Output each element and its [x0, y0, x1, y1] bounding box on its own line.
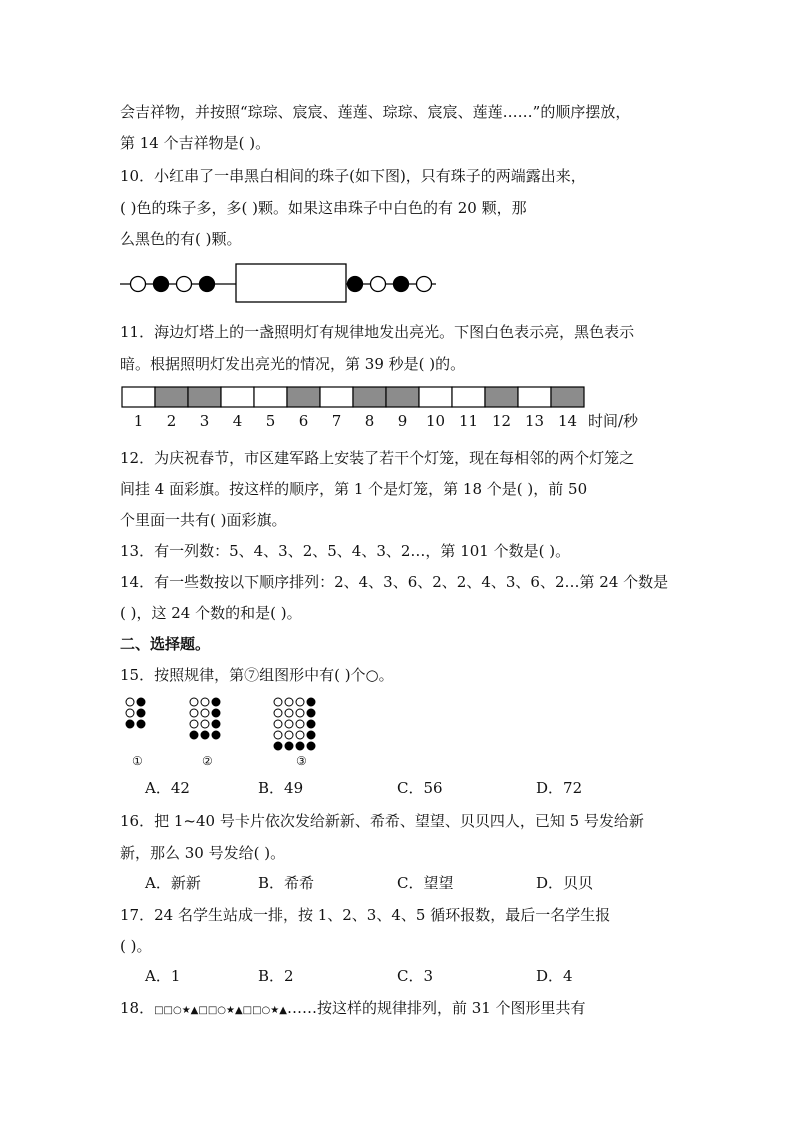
- group1-dot-r2c1: [126, 709, 134, 717]
- q17-option-b[interactable]: B．2: [258, 967, 294, 985]
- time-label-3: 3: [199, 412, 210, 430]
- q16-option-b[interactable]: B．希希: [258, 874, 315, 892]
- group2-dot-r4c3: [212, 731, 220, 739]
- q17-option-a[interactable]: A．1: [145, 967, 181, 985]
- bead-left-2-black: [154, 277, 169, 292]
- group2-dot-r3c3: [212, 720, 220, 728]
- q17-option-d[interactable]: D．4: [536, 967, 573, 985]
- group2-dot-r4c1: [190, 731, 198, 739]
- q10-line2: ( )色的珠子多，多( )颗。如果这串珠子中白色的有 20 颗，那: [120, 199, 527, 217]
- q14-line1: 14．有一些数按以下顺序排列：2、4、3、6、2、2、4、3、6、2…第 24 个数是: [120, 573, 669, 591]
- q15-option-d[interactable]: D．72: [536, 779, 583, 797]
- group2-dot-r3c1: [190, 720, 198, 728]
- group-label-3: ③: [296, 754, 307, 768]
- q17-line2: ( )。: [120, 937, 152, 955]
- time-label-10: 10: [425, 412, 446, 430]
- section-title: 二、选择题。: [120, 635, 211, 653]
- q13-line1: 13．有一列数：5、4、3、2、5、4、3、2…，第 101 个数是( )。: [120, 542, 571, 560]
- q18-text: ……按这样的规律排列，前 31 个图形里共有: [286, 999, 586, 1017]
- group3-dot-r1c1: [274, 698, 282, 706]
- time-axis-label: 时间/秒: [588, 412, 639, 430]
- group2-dot-r2c1: [190, 709, 198, 717]
- light-cell-11: [452, 387, 485, 407]
- light-cell-13: [518, 387, 551, 407]
- group1-dot-r2c2: [137, 709, 145, 717]
- group3-dot-r4c4: [307, 731, 315, 739]
- q15-option-b[interactable]: B．49: [258, 779, 304, 797]
- group2-dot-r4c2: [201, 731, 209, 739]
- group3-dot-r2c1: [274, 709, 282, 717]
- group3-dot-r3c3: [296, 720, 304, 728]
- q16-option-a[interactable]: A．新新: [145, 874, 201, 892]
- light-cell-6: [287, 387, 320, 407]
- q16-line2: 新，那么 30 号发给( )。: [120, 844, 286, 862]
- group3-dot-r3c2: [285, 720, 293, 728]
- group3-dot-r4c2: [285, 731, 293, 739]
- q18-number: 18．: [120, 999, 155, 1017]
- bead-string-figure: [120, 260, 450, 306]
- light-cell-8: [353, 387, 386, 407]
- q16-line1: 16．把 1~40 号卡片依次发给新新、希希、望望、贝贝四人，已知 5 号发给新: [120, 812, 644, 830]
- light-cell-3: [188, 387, 221, 407]
- q15-line1: 15．按照规律，第⑦组图形中有( )个○。: [120, 666, 394, 684]
- q11-line2: 暗。根据照明灯发出亮光的情况，第 39 秒是( )的。: [120, 355, 466, 373]
- group2-dot-r3c2: [201, 720, 209, 728]
- time-label-8: 8: [364, 412, 375, 430]
- dot-pattern-figure: [120, 696, 360, 756]
- q16-option-d[interactable]: D．贝贝: [536, 874, 594, 892]
- q10-line3: 么黑色的有( )颗。: [120, 230, 242, 248]
- q12-line2: 间挂 4 面彩旗。按这样的顺序，第 1 个是灯笼，第 18 个是( )，前 50: [120, 480, 588, 498]
- time-label-4: 4: [232, 412, 243, 430]
- q11-line1: 11．海边灯塔上的一盏照明灯有规律地发出亮光。下图白色表示亮，黑色表示: [120, 323, 635, 341]
- light-cell-14: [551, 387, 584, 407]
- light-cell-12: [485, 387, 518, 407]
- group2-dot-r1c3: [212, 698, 220, 706]
- group3-dot-r4c1: [274, 731, 282, 739]
- light-cell-9: [386, 387, 419, 407]
- group2-dot-r2c2: [201, 709, 209, 717]
- light-cell-4: [221, 387, 254, 407]
- group3-dot-r3c1: [274, 720, 282, 728]
- group3-dot-r1c2: [285, 698, 293, 706]
- time-label-5: 5: [265, 412, 276, 430]
- bead-left-4-black: [200, 277, 215, 292]
- q10-line1: 10．小红串了一串黑白相间的珠子(如下图)，只有珠子的两端露出来，: [120, 167, 586, 185]
- q12-line3: 个里面一共有( )面彩旗。: [120, 511, 287, 529]
- bead-right-2-white: [371, 277, 386, 292]
- q9-line2: 第 14 个吉祥物是( )。: [120, 134, 271, 152]
- light-cell-5: [254, 387, 287, 407]
- time-label-14: 14: [557, 412, 578, 430]
- bead-left-1-white: [131, 277, 146, 292]
- bead-right-4-white: [417, 277, 432, 292]
- bead-right-1-black: [348, 277, 363, 292]
- q17-option-c[interactable]: C．3: [397, 967, 434, 985]
- light-cell-1: [122, 387, 155, 407]
- group3-dot-r3c4: [307, 720, 315, 728]
- group3-dot-r1c4: [307, 698, 315, 706]
- light-cell-10: [419, 387, 452, 407]
- group-label-1: ①: [132, 754, 143, 768]
- q15-option-a[interactable]: A．42: [145, 779, 190, 797]
- q9-line1: 会吉祥物，并按照“琮琮、宸宸、莲莲、琮琮、宸宸、莲莲……”的顺序摆放，: [120, 103, 631, 121]
- group-label-2: ②: [202, 754, 213, 768]
- time-label-13: 13: [524, 412, 545, 430]
- light-cell-7: [320, 387, 353, 407]
- group3-dot-r2c2: [285, 709, 293, 717]
- time-label-7: 7: [331, 412, 342, 430]
- group3-dot-r4c3: [296, 731, 304, 739]
- time-label-9: 9: [397, 412, 408, 430]
- bead-left-3-white: [177, 277, 192, 292]
- time-label-1: 1: [133, 412, 144, 430]
- group3-dot-r2c4: [307, 709, 315, 717]
- time-label-12: 12: [491, 412, 512, 430]
- group2-dot-r1c1: [190, 698, 198, 706]
- group1-dot-r1c2: [137, 698, 145, 706]
- q15-option-c[interactable]: C．56: [397, 779, 443, 797]
- group1-dot-r3c2: [137, 720, 145, 728]
- group1-dot-r3c1: [126, 720, 134, 728]
- bead-right-3-black: [394, 277, 409, 292]
- group3-dot-r5c3: [296, 742, 304, 750]
- group1-dot-r1c1: [126, 698, 134, 706]
- time-label-11: 11: [458, 412, 479, 430]
- group2-dot-r2c3: [212, 709, 220, 717]
- bead-cover-box: [236, 264, 346, 302]
- light-strip-figure: [120, 385, 590, 411]
- group2-dot-r1c2: [201, 698, 209, 706]
- group3-dot-r5c4: [307, 742, 315, 750]
- time-label-2: 2: [166, 412, 177, 430]
- group3-dot-r1c3: [296, 698, 304, 706]
- q16-option-c[interactable]: C．望望: [397, 874, 454, 892]
- group3-dot-r2c3: [296, 709, 304, 717]
- group3-dot-r5c1: [274, 742, 282, 750]
- q12-line1: 12．为庆祝春节，市区建军路上安装了若干个灯笼，现在每相邻的两个灯笼之: [120, 449, 635, 467]
- q17-line1: 17．24 名学生站成一排，按 1、2、3、4、5 循环报数，最后一名学生报: [120, 906, 611, 924]
- group3-dot-r5c2: [285, 742, 293, 750]
- q14-line2: ( )，这 24 个数的和是( )。: [120, 604, 302, 622]
- q18-shape-sequence: □□○★▲□□○★▲□□○★▲: [154, 1005, 287, 1016]
- time-label-6: 6: [298, 412, 309, 430]
- q18-line1: [120, 998, 586, 1021]
- light-cell-2: [155, 387, 188, 407]
